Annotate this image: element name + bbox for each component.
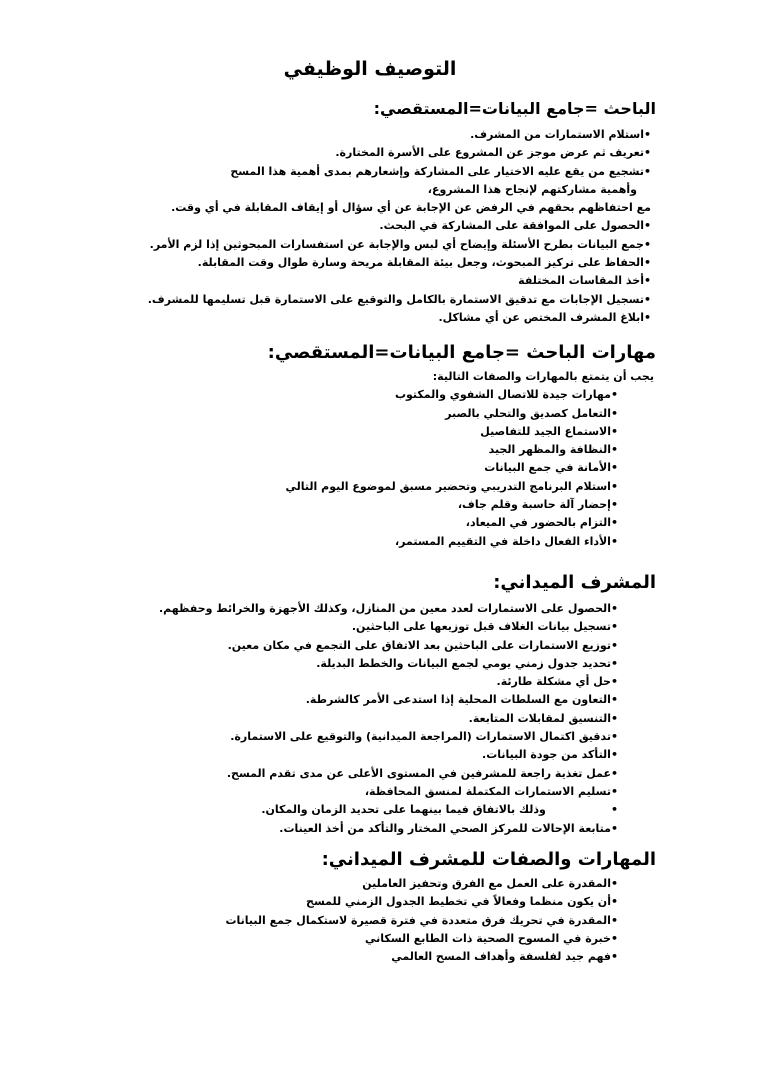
duties-list	[0, 126, 768, 327]
list-item: •عمل تغذية راجعة للمشرفين في المستوى الأعلى عن مدى تقدم المسح.	[226, 766, 618, 780]
supervisor-skills-list	[0, 875, 768, 966]
list-item: مع احتفاظهم بحقهم في الرفض عن الإجابة عن أي سؤال أو إيقاف المقابلة في أي وقت.	[171, 201, 651, 215]
section-heading: المهارات والصفات للمشرف الميداني:	[321, 849, 656, 870]
list-item: •تسليم الاستمارات المكتملة لمنسق المحافظة،	[364, 784, 618, 798]
list-item: •المقدرة على العمل مع الفرق وتحفيز العاملين	[362, 877, 618, 890]
list-item: •التأكد من جودة البيانات.	[482, 748, 618, 762]
list-item: •مهارات جيدة للاتصال الشفوي والمكتوب	[394, 388, 618, 402]
list-item: •الأداء الفعال داخلة في التقييم المستمر،	[395, 534, 618, 548]
section-field-supervisor	[0, 570, 768, 838]
supervisor-duties-list	[0, 600, 768, 838]
list-item: •التعاون مع السلطات المحلية إذا استدعى الأمر كالشرطة.	[305, 693, 618, 707]
section-heading: المشرف الميداني:	[493, 572, 656, 593]
list-item: •التنسيق لمقابلات المتابعة.	[468, 711, 618, 725]
list-item: •تشجيع من يقع عليه الاختيار على المشاركة وإشعارهم بمدى أهمية هذا المسح	[230, 164, 651, 178]
list-item: •تسجيل بيانات الغلاف قبل توزيعها على الباحثين.	[351, 620, 618, 634]
page-title: التوصيف الوظيفي	[283, 58, 457, 80]
section-intro: يجب أن يتمتع بالمهارات والصفات التالية:	[432, 370, 654, 383]
list-item: •ابلاغ المشرف المختص عن أي مشاكل.	[438, 310, 651, 324]
list-item: •تعريف ثم عرض موجز عن المشروع على الأسرة المختارة.	[335, 146, 651, 160]
list-item: •التزام بالحضور في الميعاد،	[465, 516, 618, 530]
list-item: •الاستماع الجيد للتفاصيل	[480, 424, 618, 438]
section-heading: الباحث =جامع البيانات=المستقصي:	[373, 99, 656, 118]
list-item: •تدقيق اكتمال الاستمارات (المراجعة الميدانية) والتوقيع على الاستمارة.	[230, 730, 618, 744]
list-item: •النظافة والمظهر الجيد	[488, 443, 618, 457]
list-item: وأهمية مشاركتهم لإنجاح هذا المشروع،	[427, 182, 637, 196]
list-item: •الحصول على الاستمارات لعدد معين من المنازل، وكذلك الأجهزة والخرائط وحفظهم.	[158, 602, 618, 615]
list-item: •إحضار آلة حاسبة وقلم جاف،	[457, 498, 618, 512]
list-item: •متابعة الإحالات للمركز الصحي المختار والتأكد من أخذ العينات.	[279, 821, 618, 835]
list-item: •تسجيل الإجابات مع تدقيق الاستمارة بالكامل والتوقيع على الاستمارة قبل تسليمها للمشرف.	[147, 292, 651, 306]
list-item: •أخذ المقاسات المختلفة	[518, 274, 651, 288]
list-item: •المقدرة في تحريك فرق متعددة في فترة قصيرة لاستكمال جمع البيانات	[225, 913, 618, 927]
section-heading: مهارات الباحث =جامع البيانات=المستقصي:	[267, 342, 656, 363]
section-researcher-skills	[0, 340, 768, 551]
section-supervisor-skills	[0, 847, 768, 966]
list-item: •الأمانة في جمع البيانات	[484, 461, 618, 475]
list-item: •الحصول على الموافقة على المشاركة في البحث.	[379, 219, 651, 233]
list-item: •استلام الاستمارات من المشرف.	[470, 128, 651, 141]
list-item: •تحديد جدول زمني يومي لجمع البيانات والخطط البديلة.	[316, 656, 618, 670]
list-item: •التعامل كصديق والتحلي بالصبر	[445, 406, 618, 420]
list-item: •جمع البيانات بطرح الأسئلة وإيضاح أي لبس والإجابة عن استفسارات المبحوثين إذا لزم الأمر.	[149, 237, 651, 251]
list-item: • وذلك بالاتفاق فيما بينهما على تحديد الزمان والمكان.	[261, 803, 618, 817]
list-item: •أن يكون منظما وفعالاً في تخطيط الجدول الزمني للمسح	[306, 895, 618, 909]
list-item: •فهم جيد لفلسفة وأهداف المسح العالمي	[391, 950, 618, 964]
list-item: •استلام البرنامج التدريبي وتحضير مسبق لموضوع اليوم التالي	[285, 479, 618, 493]
skills-list	[0, 386, 768, 551]
section-researcher-duties	[0, 98, 768, 327]
list-item: •حل أي مشكلة طارئة.	[496, 675, 618, 689]
list-item: •توزيع الاستمارات على الباحثين بعد الاتفاق على التجمع في مكان معين.	[227, 638, 618, 652]
list-item: •خبرة في المسوح الصحية ذات الطابع السكاني	[365, 931, 618, 945]
list-item: •الحفاظ على تركيز المبحوث، وجعل بيئة المقابلة مريحة وسارة طوال وقت المقابلة.	[197, 256, 651, 270]
